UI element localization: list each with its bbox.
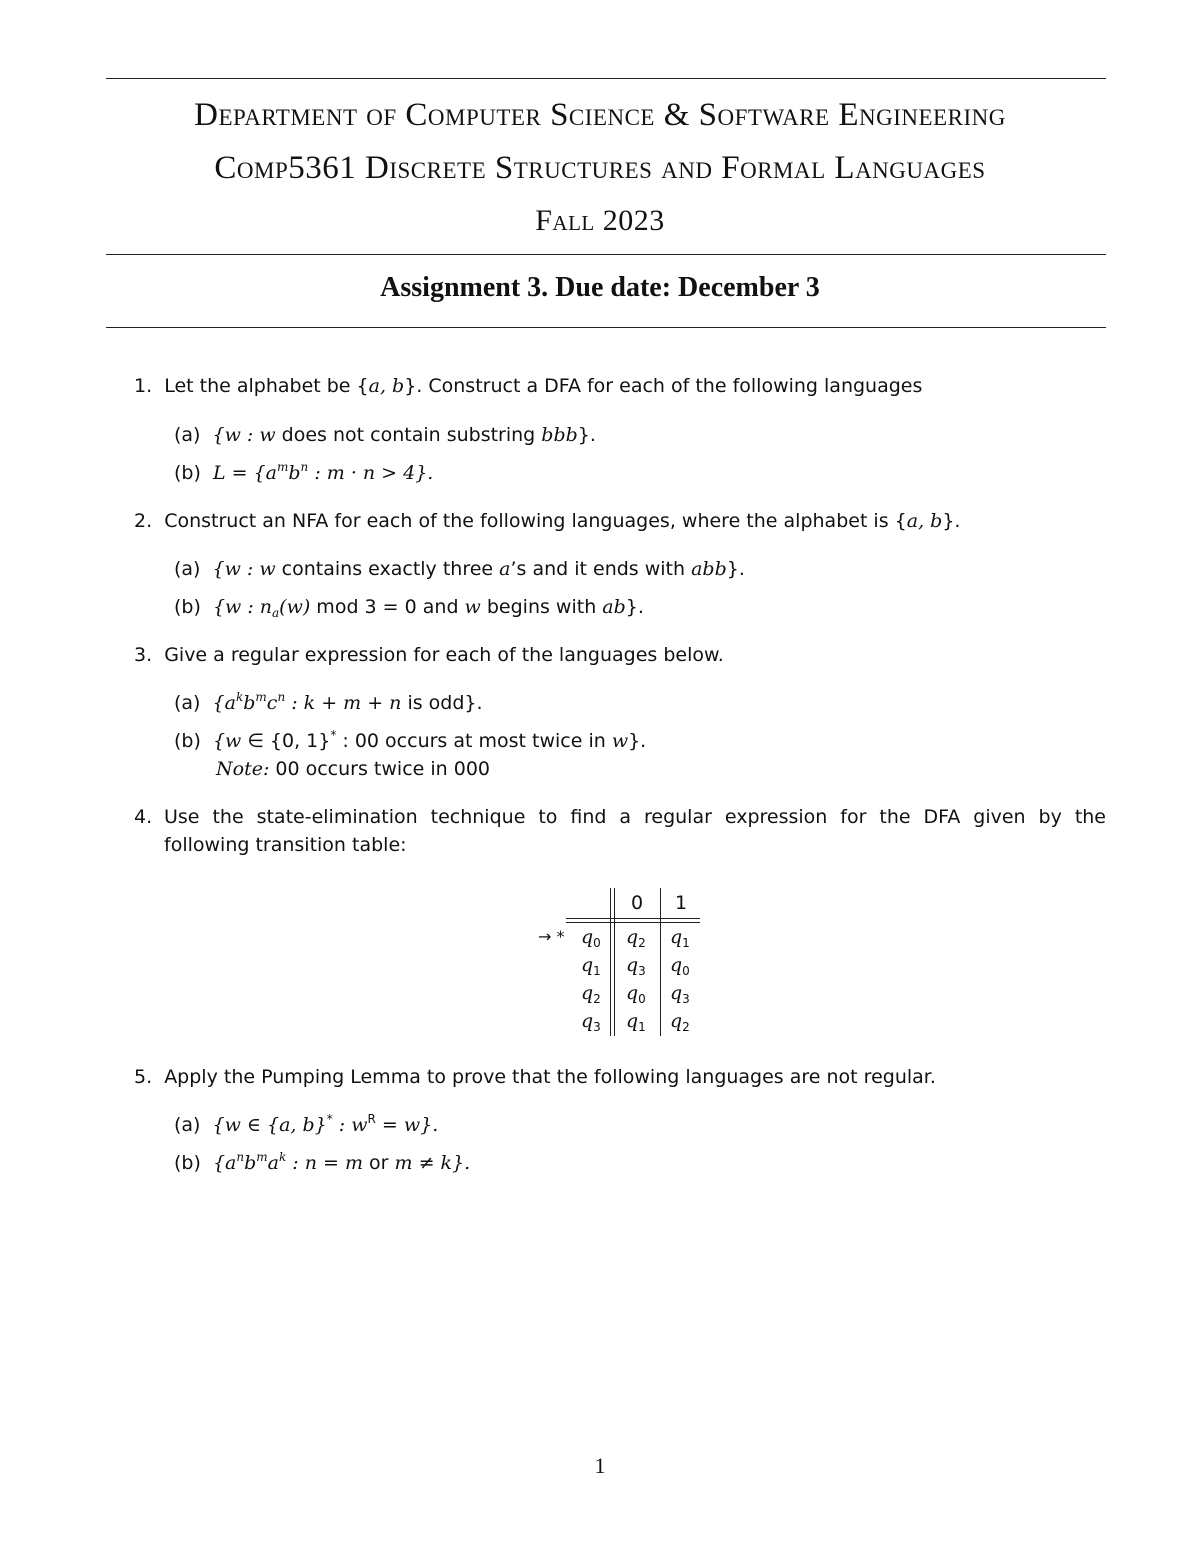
condition: : n = m: [286, 1152, 363, 1174]
exp-k: k: [235, 690, 244, 704]
expr: L = {a: [212, 462, 277, 484]
q2-on-0: $q_0$: [626, 982, 646, 1006]
question-1: [134, 375, 922, 397]
term-heading: Fall 2023: [535, 204, 665, 237]
part-label: (a): [174, 424, 201, 446]
q2-on-1: $q_3$: [670, 982, 690, 1006]
title-rule: [106, 327, 1106, 328]
exp-n: n: [300, 460, 309, 474]
header-rule-bottom: [566, 922, 700, 923]
kleene-star: *: [326, 1112, 333, 1126]
q1-on-0: $q_3$: [626, 954, 646, 978]
alphabet: a, b: [368, 375, 405, 397]
question-number: 4.: [134, 806, 153, 828]
set-start: {w : n: [212, 596, 273, 618]
var-w: w: [464, 596, 481, 618]
question-text: Give a regular expression for each of the languages below.: [164, 644, 724, 666]
exp-k: k: [278, 1150, 287, 1164]
top-rule: [106, 78, 1106, 79]
part-label: (b): [174, 1152, 201, 1174]
prefix: ab: [602, 596, 626, 618]
column-divider: [660, 888, 661, 1036]
header-1: 1: [675, 892, 688, 914]
set-start: {w: [212, 1114, 241, 1136]
condition: : 00 occurs at most twice in: [336, 730, 612, 752]
condition-rest: = w}.: [375, 1114, 439, 1136]
expr: {a: [212, 1152, 237, 1174]
mod-text: mod 3 = 0 and: [310, 596, 465, 618]
question-2: [134, 510, 960, 532]
set-close: }.: [625, 596, 644, 618]
suffix: abb: [691, 558, 727, 580]
subscript-a: a: [272, 606, 280, 620]
condition-rest: is odd}.: [401, 692, 483, 714]
question-2a: [174, 558, 745, 580]
part-text: does not contain substring: [275, 424, 542, 446]
exp-m: m: [256, 1150, 268, 1164]
part-text-2: ’s and it ends with: [510, 558, 692, 580]
question-number: 3.: [134, 644, 153, 666]
kleene-star: *: [330, 728, 337, 742]
question-number: 5.: [134, 1066, 153, 1088]
header-0: 0: [631, 892, 644, 914]
question-5a: [174, 1114, 438, 1136]
condition: : m · n > 4}.: [308, 462, 434, 484]
question-5b: [174, 1152, 470, 1174]
question-3b: [174, 730, 646, 752]
question-text: Apply the Pumping Lemma to prove that the following languages are not regular.: [164, 1066, 936, 1088]
state-q2: $q_2$: [581, 982, 601, 1006]
exp-n: n: [236, 1150, 245, 1164]
question-number: 2.: [134, 510, 153, 532]
question-number: 1.: [134, 375, 153, 397]
set-close: }.: [628, 730, 647, 752]
alphabet: a, b: [906, 510, 943, 532]
q3-on-0: $q_1$: [626, 1010, 646, 1034]
set-close: }.: [577, 424, 596, 446]
question-text-end: }. Construct a DFA for each of the following languages: [404, 375, 923, 397]
or-text: or: [363, 1152, 395, 1174]
state-q1: $q_1$: [581, 954, 601, 978]
set-def: ∈ {a, b}: [240, 1114, 327, 1136]
expr-a: a: [267, 1152, 279, 1174]
question-text: Let the alphabet be {: [164, 375, 369, 397]
question-4-line-1: Use the state-elimination technique to find a regular expression for the DFA given by the: [164, 806, 1106, 828]
reverse-R: R: [367, 1112, 376, 1126]
expr-b: b: [243, 692, 256, 714]
exp-m: m: [276, 460, 289, 474]
department-heading: Department of Computer Science & Software Engineering: [194, 97, 1006, 133]
var-w: w: [611, 730, 629, 752]
question-3b-note: [216, 758, 490, 780]
double-bar-right: [614, 888, 615, 1036]
q0-on-1: $q_1$: [670, 926, 690, 950]
question-4-number: [134, 806, 152, 828]
course-heading: Comp5361 Discrete Structures and Formal Languages: [214, 150, 986, 186]
expr-b: b: [244, 1152, 257, 1174]
question-text-end: }.: [942, 510, 961, 532]
state-q0: $q_0$: [581, 926, 601, 950]
state-q3: $q_3$: [581, 1010, 601, 1034]
arg-w: (w): [279, 596, 311, 618]
set-close: }.: [726, 558, 745, 580]
condition: : k + m + n: [285, 692, 402, 714]
part-label: (a): [174, 692, 201, 714]
question-3: [134, 644, 724, 666]
part-label: (b): [174, 462, 201, 484]
question-1b: [174, 462, 433, 484]
transition-table: [530, 888, 710, 1038]
set-start: {w : w: [212, 424, 276, 446]
question-1a: [174, 424, 596, 446]
part-label: (b): [174, 730, 201, 752]
expr: {a: [212, 692, 236, 714]
substring: bbb: [541, 424, 578, 446]
q1-on-1: $q_0$: [670, 954, 690, 978]
set-start: {w : w: [212, 558, 276, 580]
question-4-line-2: following transition table:: [164, 834, 407, 856]
note-text: 00 occurs twice in 000: [269, 758, 490, 780]
part-label: (b): [174, 596, 201, 618]
double-bar-left: [610, 888, 611, 1036]
question-5: [134, 1066, 936, 1088]
part-label: (a): [174, 1114, 201, 1136]
exp-n: n: [277, 690, 286, 704]
note-label: Note:: [216, 758, 270, 780]
condition-rest: m ≠ k}.: [394, 1152, 471, 1174]
part-text: contains exactly three: [275, 558, 500, 580]
expr-c: c: [266, 692, 278, 714]
q3-on-1: $q_2$: [670, 1010, 690, 1034]
question-text: Construct an NFA for each of the following languages, where the alphabet is {: [164, 510, 907, 532]
exp-m: m: [255, 690, 267, 704]
start-accept-marker: → *: [538, 927, 565, 946]
part-text-2: begins with: [480, 596, 603, 618]
set-start: {w: [212, 730, 242, 752]
symbol-a: a: [499, 558, 511, 580]
page-number: 1: [594, 1453, 606, 1478]
set-def: ∈ {0, 1}: [241, 730, 331, 752]
part-label: (a): [174, 558, 201, 580]
header-rule: [106, 254, 1106, 255]
condition: : w: [332, 1114, 368, 1136]
expr-b: b: [288, 462, 301, 484]
question-2b: [174, 596, 644, 618]
header-rule-top: [566, 918, 700, 919]
question-3a: [174, 692, 483, 714]
assignment-title: Assignment 3. Due date: December 3: [380, 272, 820, 303]
q0-on-0: $q_2$: [626, 926, 646, 950]
